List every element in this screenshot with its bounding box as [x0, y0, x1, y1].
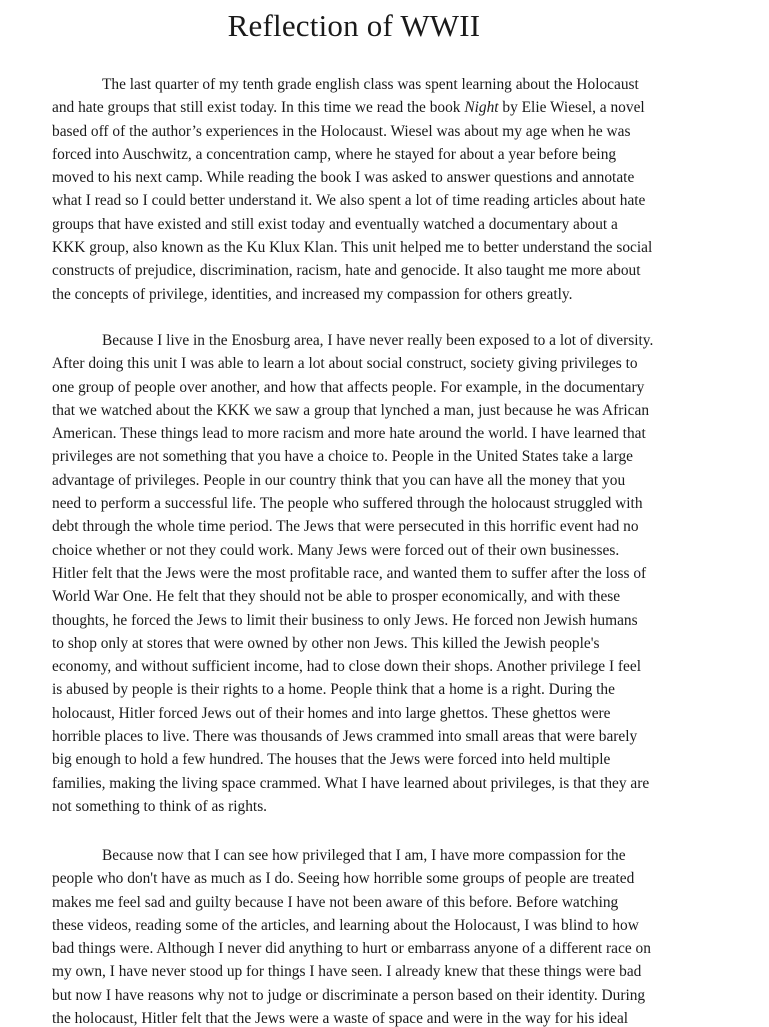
paragraph-line: my own, I have never stood up for things I have seen. I already knew that these things were bad — [52, 963, 642, 981]
paragraph-line: advantage of privileges. People in our country think that you can have all the money that you — [52, 471, 626, 489]
paragraph-1 — [52, 73, 712, 306]
paragraph-line: choice whether or not they could work. Many Jews were forced out of their own businesses. — [52, 541, 620, 559]
paragraph-line: is abused by people is their rights to a home. People think that a home is a right. During the — [52, 681, 615, 699]
line-text: by Elie Wiesel, a novel — [498, 99, 645, 117]
document-title: Reflection of WWII — [227, 8, 481, 43]
paragraph-2 — [52, 329, 712, 818]
paragraph-line: what I read so I could better understand it. We also spent a lot of time reading articles about hate — [52, 192, 646, 210]
paragraph-line: people who don't have as much as I do. Seeing how horrible some groups of people are treated — [52, 870, 635, 888]
paragraph-line: economy, and without sufficient income, had to close down their shops. Another privilege I feel — [52, 658, 641, 676]
paragraph-line: holocaust, Hitler forced Jews out of their homes and into large ghettos. These ghettos were — [52, 704, 611, 722]
paragraph-line: After doing this unit I was able to learn a lot about social construct, society giving privileges to — [52, 355, 638, 373]
paragraph-line: World War One. He felt that they should not be able to prosper economically, and with these — [52, 588, 621, 606]
paragraph-line: thoughts, he forced the Jews to limit their business to only Jews. He forced non Jewish humans — [52, 611, 638, 629]
paragraph-line: to shop only at stores that were owned by other non Jews. This killed the Jewish people's — [52, 634, 600, 652]
paragraph-line: not something to think of as rights. — [52, 797, 268, 815]
paragraph-line: constructs of prejudice, discrimination, racism, hate and genocide. It also taught me more about — [52, 262, 641, 280]
paragraph-line: American. These things lead to more racism and more hate around the world. I have learned that — [52, 425, 646, 443]
book-title: Night — [464, 99, 499, 117]
paragraph-line: moved to his next camp. While reading the book I was asked to answer questions and annotate — [52, 169, 635, 187]
paragraph-line: one group of people over another, and how that affects people. For example, in the documentary — [52, 378, 645, 396]
paragraph-line: debt through the whole time period. The Jews that were persecuted in this horrific event had no — [52, 518, 639, 536]
paragraph-line: that we watched about the KKK we saw a group that lynched a man, just because he was African — [52, 401, 650, 419]
paragraph-line: Hitler felt that the Jews were the most profitable race, and wanted them to suffer after the loss of — [52, 564, 647, 582]
paragraph-line: need to perform a successful life. The people who suffered through the holocaust struggled with — [52, 495, 643, 513]
paragraph-line: groups that have existed and still exist today and eventually watched a documentary about a — [52, 215, 618, 233]
paragraph-line: Because now that I can see how privileged that I am, I have more compassion for the — [102, 847, 626, 864]
paragraph-line: The last quarter of my tenth grade english class was spent learning about the Holocaust — [102, 76, 639, 93]
paragraph-line: the concepts of privilege, identities, and increased my compassion for others greatly. — [52, 285, 573, 303]
paragraph-line: based off of the author’s experiences in the Holocaust. Wiesel was about my age when he was — [52, 122, 631, 140]
line-text: and hate groups that still exist today. In this time we read the book — [52, 99, 461, 117]
paragraph-line: privileges are not something that you have a choice to. People in the United States take a large — [52, 448, 633, 466]
paragraph-line: big enough to hold a few hundred. The houses that the Jews were forced into held multiple — [52, 751, 611, 769]
paragraph-line: these videos, reading some of the articles, and learning about the Holocaust, I was blind to how — [52, 916, 639, 934]
paragraph-3 — [52, 844, 712, 1027]
paragraph-line: Because I live in the Enosburg area, I have never really been exposed to a lot of diversity. — [102, 332, 654, 349]
paragraph-line: but now I have reasons why not to judge or discriminate a person based on their identity. During — [52, 986, 646, 1004]
paragraph-line: KKK group, also known as the Ku Klux Klan. This unit helped me to better understand the social — [52, 239, 653, 257]
paragraph-line: forced into Auschwitz, a concentration camp, where he stayed for about a year before being — [52, 145, 617, 163]
paragraph-line: makes me feel sad and guilty because I have not been aware of this before. Before watching — [52, 893, 619, 911]
paragraph-line: bad things were. Although I never did anything to hurt or embarrass anyone of a different race on — [52, 940, 651, 958]
paragraph-line — [52, 96, 712, 119]
paragraph-line: the holocaust, Hitler felt that the Jews were a waste of space and were in the way for his ideal — [52, 1010, 629, 1027]
paragraph-line: families, making the living space crammed. What I have learned about privileges, is that they are — [52, 774, 650, 792]
paragraph-line: horrible places to live. There was thousands of Jews crammed into small areas that were barely — [52, 728, 638, 746]
